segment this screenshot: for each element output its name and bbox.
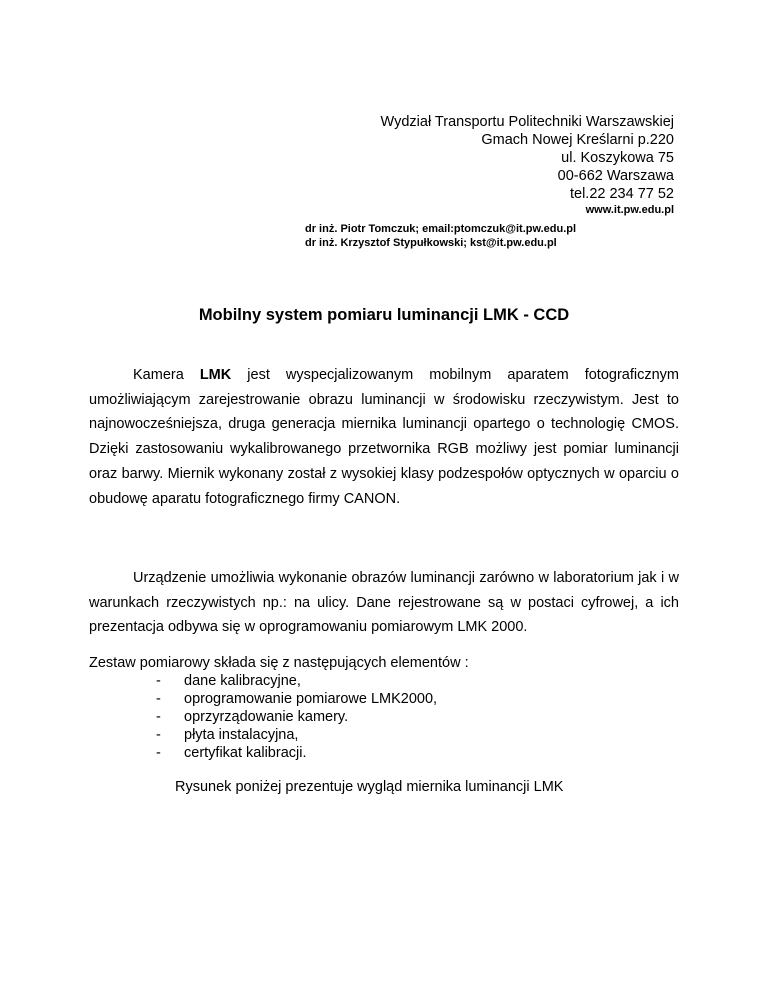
list-item	[156, 690, 437, 708]
paragraph1-rest: jest wyspecjalizowanym mobilnym aparatem fotograficznym umożliwiającym zarejestrowanie obrazu luminancji w środowisku rzeczywistym. Jest to najnowocześniejsza, druga generacja miernika luminancji opartego o technologię CMOS. Dzięki zastosowaniu wykalibrowanego przetwornika RGB możliwy jest pomiar luminancji oraz barwy. Miernik wykonany został z wysokiej klasy podzespołów optycznych w oparciu o obudowę aparatu fotograficznego firmy CANON.	[89, 367, 679, 507]
address-line-street: ul. Koszykowa 75	[561, 150, 674, 166]
institution-address	[381, 113, 674, 217]
address-line-building: Gmach Nowej Kreślarni p.220	[481, 132, 674, 148]
contact-tomczuk: dr inż. Piotr Tomczuk; email:ptomczuk@it.pw.edu.pl	[305, 223, 577, 235]
list-item	[156, 726, 437, 744]
address-line-phone: tel.22 234 77 52	[569, 186, 674, 202]
list-marker: -	[156, 709, 161, 725]
list-item-text: oprogramowanie pomiarowe LMK2000,	[184, 691, 438, 707]
list-item	[156, 672, 437, 690]
paragraph2-text: Urządzenie umożliwia wykonanie obrazów luminancji zarówno w laboratorium jak i w warunkach rzeczywistych np.: na ulicy. Dane rejestrowane są w postaci cyfrowej, a ich prezentacja odbywa się w oprogramowaniu pomiarowym LMK 2000.	[89, 570, 679, 636]
list-marker: -	[156, 673, 161, 689]
address-line-city: 00-662 Warszawa	[557, 168, 674, 184]
list-item-text: oprzyrządowanie kamery.	[184, 709, 349, 725]
list-marker: -	[156, 691, 161, 707]
list-item-text: dane kalibracyjne,	[184, 673, 301, 689]
paragraph1-bold-lmk: LMK	[199, 367, 232, 383]
list-marker: -	[156, 745, 161, 761]
paragraph-camera-description	[89, 363, 679, 511]
kit-items-list	[156, 672, 437, 762]
document-title: Mobilny system pomiaru luminancji LMK - CCD	[198, 306, 570, 324]
list-item-text: płyta instalacyjna,	[184, 727, 299, 743]
list-item-text: certyfikat kalibracji.	[184, 745, 307, 761]
contact-persons	[305, 222, 576, 250]
kit-list-intro: Zestaw pomiarowy składa się z następujących elementów :	[89, 655, 469, 671]
list-item	[156, 744, 437, 762]
paragraph-usage	[89, 566, 679, 640]
contact-stypulkowski: dr inż. Krzysztof Stypułkowski; kst@it.pw.edu.pl	[305, 237, 557, 249]
list-item	[156, 708, 437, 726]
list-marker: -	[156, 727, 161, 743]
website-link[interactable]: www.it.pw.edu.pl	[585, 204, 674, 216]
paragraph1-lead: Kamera	[133, 367, 200, 383]
address-line-faculty: Wydział Transportu Politechniki Warszawskiej	[380, 114, 674, 130]
figure-caption: Rysunek poniżej prezentuje wygląd miernika luminancji LMK	[175, 779, 564, 795]
